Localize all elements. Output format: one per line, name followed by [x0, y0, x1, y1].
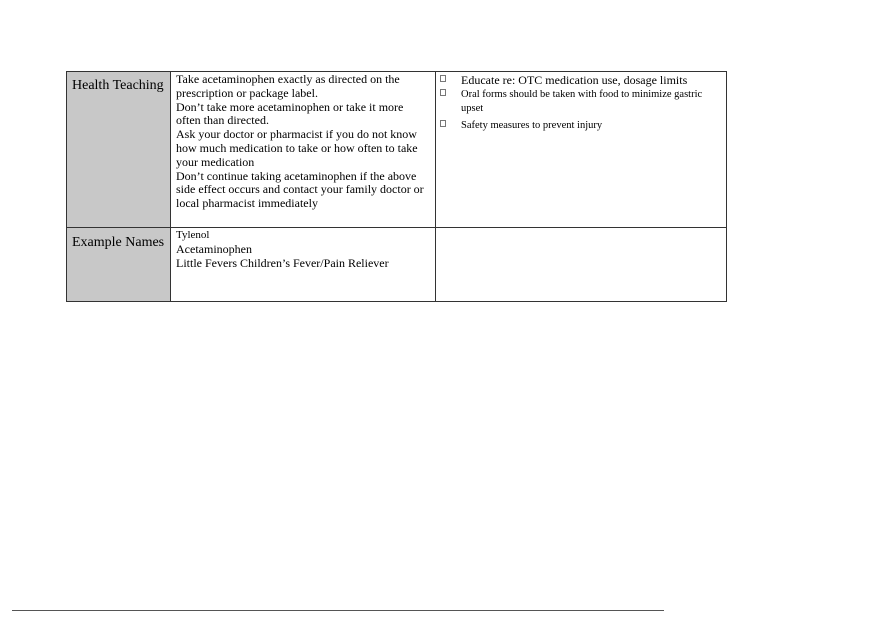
row-label-example-names: Example Names — [67, 228, 171, 302]
table-row-health-teaching — [67, 72, 727, 228]
bullet-box-icon — [440, 89, 446, 96]
empty-cell — [436, 228, 727, 302]
bullet-text: Educate re: OTC medication use, dosage limits — [461, 73, 688, 87]
footnote-divider — [12, 610, 664, 611]
example-name: Acetaminophen — [176, 241, 252, 256]
medication-info-table — [66, 71, 727, 302]
bullet-text: Safety measures to prevent injury — [461, 120, 603, 131]
bullet-text: Oral forms should be taken with food to minimize gastric upset — [461, 89, 703, 114]
row-label-health-teaching: Health Teaching — [67, 72, 171, 228]
example-name: Tylenol — [176, 229, 210, 241]
example-name: Little Fevers Children’s Fever/Pain Reliever — [176, 255, 389, 270]
instruction-line: Don’t continue taking acetaminophen if the above side effect occurs and contact your family doctor or local pharmacist immediately — [176, 168, 424, 211]
table-row-example-names — [67, 228, 727, 302]
bullet-box-icon — [440, 75, 446, 82]
bullet-item — [461, 73, 720, 87]
health-teaching-instructions — [171, 72, 436, 228]
instruction-line: Don’t take more acetaminophen or take it more often than directed. — [176, 99, 404, 128]
bullet-item — [461, 119, 720, 133]
example-names-list — [171, 228, 436, 302]
nursing-considerations — [436, 72, 727, 228]
instruction-line: Ask your doctor or pharmacist if you do not know how much medication to take or how often to take your medication — [176, 127, 418, 169]
instruction-line: Take acetaminophen exactly as directed on the prescription or package label. — [176, 72, 400, 100]
bullet-item — [461, 88, 720, 115]
bullet-box-icon — [440, 120, 446, 127]
